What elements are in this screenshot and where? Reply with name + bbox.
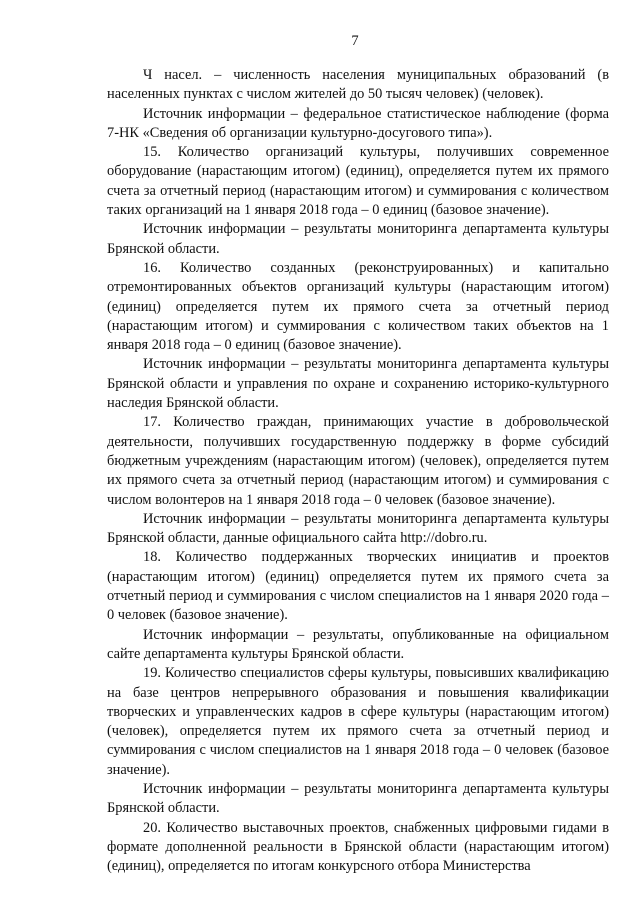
paragraph-source-item-18: Источник информации – результаты, опубликованные на официальном сайте департамента культуры Брянской области. (107, 626, 609, 662)
paragraph-source-item-19: Источник информации – результаты мониторинга департамента культуры Брянской области. (107, 780, 609, 817)
paragraph-source-statistical-observation: Источник информации – федеральное статистическое наблюдение (форма 7-НК «Сведения об организации культурно-досугового типа»). (107, 105, 609, 141)
page-number: 7 (351, 33, 359, 49)
paragraph-source-item-17: Источник информации – результаты мониторинга департамента культуры Брянской области, данные официального сайта http://dobro.ru. (107, 510, 609, 547)
paragraph-item-16: 16. Количество созданных (реконструированных) и капитально отремонтированных объектов организаций культуры (нарастающим итогом) (единиц) определяется путем их прямого счета за отчетный период (нарастающим итогом) и суммирования с количеством таких объектов на 1 января 2018 года – 0 единиц (базовое значение). (107, 259, 609, 354)
paragraph-item-20: 20. Количество выставочных проектов, снабженных цифровыми гидами в формате дополненной реальности в Брянской области (нарастающим итогом) (единиц), определяется по итогам конкурсного отбора Министерства (107, 819, 609, 875)
paragraph-ch-nasel-definition: Ч насел. – численность населения муниципальных образований (в населенных пунктах с числом жителей до 50 тысяч человек) (человек). (107, 67, 609, 103)
paragraph-item-17: 17. Количество граждан, принимающих участие в добровольческой деятельности, получивших государственную поддержку в форме субсидий бюджетным учреждениям (нарастающим итогом) (человек), определяется путем их прямого счета за отчетный период (нарастающим итогом) и суммирования с числом волонтеров на 1 января 2018 года – 0 человек (базовое значение). (107, 414, 609, 508)
paragraph-item-19: 19. Количество специалистов сферы культуры, повысивших квалификацию на базе центров непрерывного образования и повышения квалификации творческих и управленческих кадров в сфере культуры (нарастающим итогом) (человек), определяется путем их прямого счета за отчетный период и суммирования с числом специалистов на 1 января 2018 года – 0 человек (базовое значение). (107, 665, 609, 778)
paragraph-item-15: 15. Количество организаций культуры, получивших современное оборудование (нарастающим итогом) (единиц), определяется путем их прямого счета за отчетный период (нарастающим итогом) и суммирования с количеством таких организаций на 1 января 2018 года – 0 единиц (базовое значение). (107, 144, 609, 219)
paragraph-source-item-16: Источник информации – результаты мониторинга департамента культуры Брянской области и управления по охране и сохранению историко-культурного наследия Брянской области. (107, 356, 609, 412)
paragraph-item-18: 18. Количество поддержанных творческих инициатив и проектов (нарастающим итогом) (единиц) определяется путем их прямого счета за отчетный период и суммирования с числом специалистов на 1 января 2020 года – 0 человек (базовое значение). (107, 549, 609, 624)
paragraph-source-item-15: Источник информации – результаты мониторинга департамента культуры Брянской области. (107, 221, 609, 257)
document-body (107, 66, 609, 876)
